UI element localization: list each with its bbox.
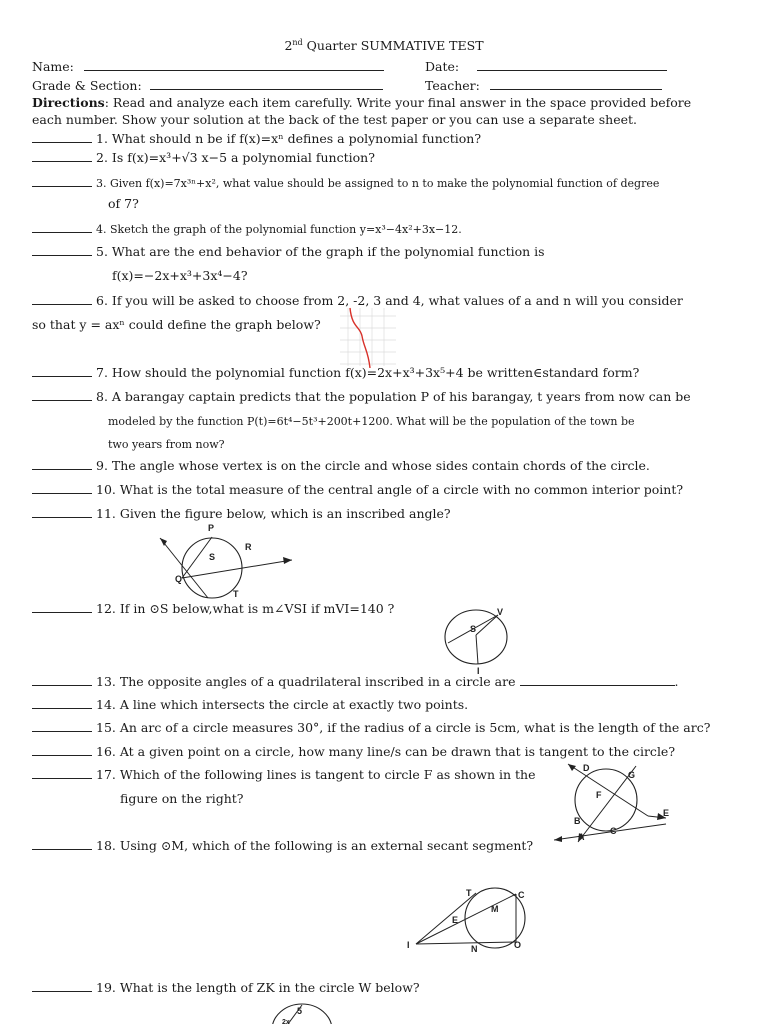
answer-blank[interactable] <box>32 849 92 850</box>
fig11-label-q: Q <box>175 574 183 584</box>
fig17-label-e: E <box>663 808 670 818</box>
item-13: 13. The opposite angles of a quadrilateral inscribed in a circle are . <box>32 673 678 689</box>
fig18-label-e: E <box>452 915 459 925</box>
answer-blank[interactable] <box>32 161 92 162</box>
page-title: 2nd Quarter SUMMATIVE TEST <box>284 38 484 54</box>
fig17-label-c: C <box>610 826 617 836</box>
fig12-label-i: I <box>477 666 480 675</box>
fig18-label-i: I <box>407 940 410 950</box>
item-10: 10. What is the total measure of the central angle of a circle with no common interior point? <box>32 482 683 497</box>
fig18-label-m: M <box>491 904 499 914</box>
fig18-label-n: N <box>471 944 478 954</box>
item-8-cont2: two years from now? <box>108 438 225 451</box>
fig17-label-f: F <box>596 790 602 800</box>
fig11-label-p: P <box>208 523 215 533</box>
fig12-label-v: V <box>497 607 504 617</box>
item-17: 17. Which of the following lines is tangent to circle F as shown in the <box>32 767 536 782</box>
item-6-cont: so that y = axⁿ could define the graph below? <box>32 317 321 332</box>
date-line[interactable] <box>477 58 667 71</box>
fig18-label-c: C <box>518 890 525 900</box>
fig19-label-5: 5 <box>297 1006 303 1016</box>
fig17-circle-diagram <box>548 758 688 848</box>
answer-blank[interactable] <box>32 255 92 256</box>
fig12-radius-i <box>476 635 478 664</box>
answer-blank[interactable] <box>32 142 92 143</box>
fig12-label-s: S <box>470 624 477 634</box>
fig19-label-2x: 2x <box>282 1019 290 1024</box>
teacher-line[interactable] <box>490 77 662 90</box>
answer-blank[interactable] <box>32 186 92 187</box>
fig18-label-o: O <box>514 940 522 950</box>
item-11: 11. Given the figure below, which is an inscribed angle? <box>32 506 451 521</box>
fig17-label-a: A <box>578 832 585 842</box>
answer-blank[interactable] <box>32 232 92 233</box>
fig17-label-d: D <box>583 763 590 773</box>
answer-blank[interactable] <box>32 685 92 686</box>
item-16: 16. At a given point on a circle, how many line/s can be drawn that is tangent to the circle? <box>32 744 675 759</box>
fig17-line-de <box>568 764 648 816</box>
date-field[interactable]: Date: <box>425 58 667 74</box>
directions: Directions: Read and analyze each item carefully. Write your final answer in the space provided before <box>32 95 692 110</box>
answer-blank[interactable] <box>32 304 92 305</box>
fig11-label-t: T <box>233 589 239 599</box>
item-8-cont: modeled by the function P(t)=6t⁴−5t³+200t+1200. What will be the population of the town be <box>108 415 635 428</box>
fig11-chord <box>182 537 212 578</box>
item-3: 3. Given f(x)=7x³ⁿ+x², what value should be assigned to n to make the polynomial function of degree <box>32 175 659 190</box>
item-6: 6. If you will be asked to choose from 2, -2, 3 and 4, what values of a and n will you consider <box>32 293 683 308</box>
fig18-secant-io <box>416 942 516 944</box>
answer-line-13[interactable] <box>520 673 675 686</box>
answer-blank[interactable] <box>32 376 92 377</box>
grade-line[interactable] <box>150 77 383 90</box>
fig18-label-t: T <box>466 888 472 898</box>
item-9: 9. The angle whose vertex is on the circle and whose sides contain chords of the circle. <box>32 458 650 473</box>
item-2: 2. Is f(x)=x³+√3 x−5 a polynomial function? <box>32 150 375 165</box>
q6-cubic-graph <box>338 306 398 368</box>
item-4: 4. Sketch the graph of the polynomial function y=x³−4x²+3x−12. <box>32 221 462 236</box>
fig11-circle-diagram <box>150 520 300 602</box>
grade-field[interactable]: Grade & Section: <box>32 77 383 93</box>
fig11-secant-line <box>182 560 292 578</box>
answer-blank[interactable] <box>32 731 92 732</box>
teacher-field[interactable]: Teacher: <box>425 77 662 93</box>
item-15: 15. An arc of a circle measures 30°, if the radius of a circle is 5cm, what is the length of the arc? <box>32 720 710 735</box>
item-18: 18. Using ⊙M, which of the following is an external secant segment? <box>32 838 533 853</box>
item-5-function: f(x)=−2x+x³+3x⁴−4? <box>112 268 248 283</box>
item-5: 5. What are the end behavior of the graph if the polynomial function is <box>32 244 545 259</box>
item-7: 7. How should the polynomial function f(x)=2x+x³+3x⁵+4 be written∈standard form? <box>32 365 639 380</box>
fig18-circle-diagram <box>404 884 539 956</box>
answer-blank[interactable] <box>32 778 92 779</box>
fig12-circle-diagram <box>440 605 512 675</box>
answer-blank[interactable] <box>32 493 92 494</box>
item-14: 14. A line which intersects the circle at exactly two points. <box>32 697 468 712</box>
item-8: 8. A barangay captain predicts that the population P of his barangay, t years from now can be <box>32 389 691 404</box>
fig11-arrow-head-2 <box>283 557 292 564</box>
directions-line2: each number. Show your solution at the back of the test paper or you can use a separate sheet. <box>32 112 638 127</box>
answer-blank[interactable] <box>32 469 92 470</box>
fig17-arrow-head-4 <box>554 836 562 842</box>
fig11-label-r: R <box>245 542 252 552</box>
fig17-arrow-head <box>568 764 576 771</box>
name-field[interactable]: Name: <box>32 58 384 74</box>
answer-blank[interactable] <box>32 755 92 756</box>
fig17-label-b: B <box>574 816 581 826</box>
item-19: 19. What is the length of ZK in the circle W below? <box>32 980 420 995</box>
fig17-label-g: G <box>628 770 636 780</box>
fig11-tangent-line <box>160 538 208 598</box>
fig11-label-s: S <box>209 552 216 562</box>
item-17-cont: figure on the right? <box>120 791 244 806</box>
answer-blank[interactable] <box>32 991 92 992</box>
answer-blank[interactable] <box>32 708 92 709</box>
answer-blank[interactable] <box>32 400 92 401</box>
name-line[interactable] <box>84 58 384 71</box>
item-3-cont: of 7? <box>108 196 139 211</box>
answer-blank[interactable] <box>32 517 92 518</box>
item-1: 1. What should n be if f(x)=xⁿ defines a polynomial function? <box>32 131 481 146</box>
answer-blank[interactable] <box>32 612 92 613</box>
item-12: 12. If in ⊙S below,what is m∠VSI if mVI=140 ? <box>32 601 394 616</box>
fig19-circle-diagram <box>268 1000 338 1024</box>
